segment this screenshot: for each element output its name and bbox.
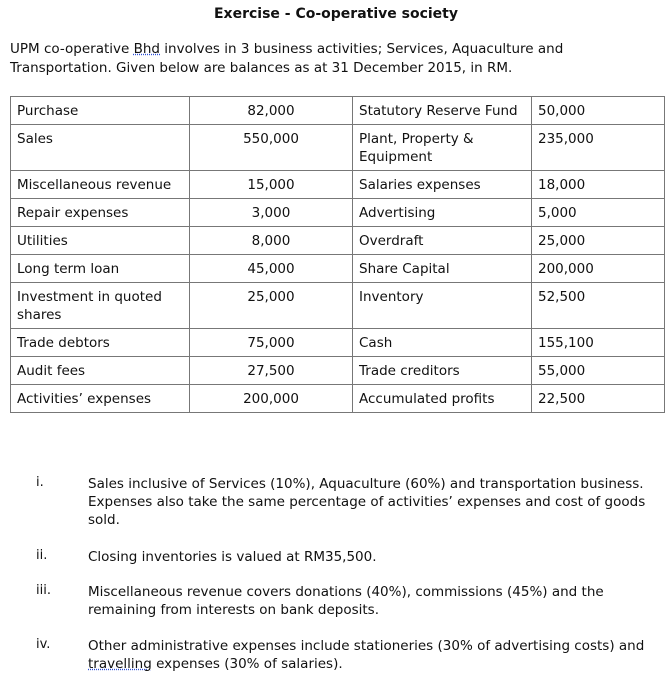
table-row xyxy=(11,255,665,283)
account-amount: 55,000 xyxy=(532,357,665,385)
account-name: Advertising xyxy=(353,199,532,227)
account-name: Investment in quoted shares xyxy=(11,283,190,329)
table-row xyxy=(11,125,665,171)
account-name: Cash xyxy=(353,329,532,357)
table-row xyxy=(11,385,665,413)
account-name: Audit fees xyxy=(11,357,190,385)
intro-paragraph xyxy=(10,40,660,78)
note-number: ii. xyxy=(36,548,48,563)
account-name: Repair expenses xyxy=(11,199,190,227)
note-number: i. xyxy=(36,475,44,490)
account-name: Activities’ expenses xyxy=(11,385,190,413)
account-name: Trade creditors xyxy=(353,357,532,385)
account-amount: 27,500 xyxy=(190,357,353,385)
account-name: Plant, Property & Equipment xyxy=(353,125,532,171)
note-number: iv. xyxy=(36,637,51,652)
account-amount: 25,000 xyxy=(532,227,665,255)
balances-table xyxy=(10,96,665,413)
account-amount: 22,500 xyxy=(532,385,665,413)
account-amount: 18,000 xyxy=(532,171,665,199)
account-amount: 52,500 xyxy=(532,283,665,329)
spellcheck-word: travelling xyxy=(88,656,152,672)
account-name: Inventory xyxy=(353,283,532,329)
account-amount: 75,000 xyxy=(190,329,353,357)
note-text: Closing inventories is valued at RM35,500. xyxy=(88,549,377,565)
account-name: Statutory Reserve Fund xyxy=(353,97,532,125)
account-amount: 3,000 xyxy=(190,199,353,227)
account-name: Utilities xyxy=(11,227,190,255)
note-text xyxy=(88,637,663,673)
intro-text: involves in 3 business activities; Services, Aquaculture and Transportation. Given below are balances as at 31 December 2015, in RM. xyxy=(10,41,564,76)
account-name: Overdraft xyxy=(353,227,532,255)
account-name: Share Capital xyxy=(353,255,532,283)
account-amount: 50,000 xyxy=(532,97,665,125)
table-row xyxy=(11,283,665,329)
account-name: Accumulated profits xyxy=(353,385,532,413)
account-amount: 5,000 xyxy=(532,199,665,227)
account-amount: 550,000 xyxy=(190,125,353,171)
account-name: Trade debtors xyxy=(11,329,190,357)
account-amount: 8,000 xyxy=(190,227,353,255)
table-row xyxy=(11,329,665,357)
account-amount: 45,000 xyxy=(190,255,353,283)
account-name: Sales xyxy=(11,125,190,171)
account-name: Miscellaneous revenue xyxy=(11,171,190,199)
intro-text: UPM co-operative xyxy=(10,41,134,57)
note-text-part: expenses (30% of salaries). xyxy=(151,656,343,672)
note-number: iii. xyxy=(36,583,51,598)
table-row xyxy=(11,171,665,199)
table-row xyxy=(11,97,665,125)
account-amount: 235,000 xyxy=(532,125,665,171)
account-amount: 15,000 xyxy=(190,171,353,199)
account-amount: 25,000 xyxy=(190,283,353,329)
account-amount: 155,100 xyxy=(532,329,665,357)
note-text: Miscellaneous revenue covers donations (40%), commissions (45%) and the remaining from interests on bank deposits. xyxy=(88,584,604,618)
note-text-part: Other administrative expenses include stationeries (30% of advertising costs) and xyxy=(88,638,645,654)
table-row xyxy=(11,227,665,255)
table-row xyxy=(11,199,665,227)
account-name: Purchase xyxy=(11,97,190,125)
note-text: Sales inclusive of Services (10%), Aquaculture (60%) and transportation business. Expenses also take the same percentage of activities’ expenses and cost of goods sold. xyxy=(88,476,646,528)
account-amount: 200,000 xyxy=(190,385,353,413)
table-row xyxy=(11,357,665,385)
account-name: Long term loan xyxy=(11,255,190,283)
spellcheck-word: Bhd xyxy=(133,41,160,57)
account-amount: 82,000 xyxy=(190,97,353,125)
account-name: Salaries expenses xyxy=(353,171,532,199)
page-title: Exercise - Co-operative society xyxy=(213,6,458,22)
account-amount: 200,000 xyxy=(532,255,665,283)
